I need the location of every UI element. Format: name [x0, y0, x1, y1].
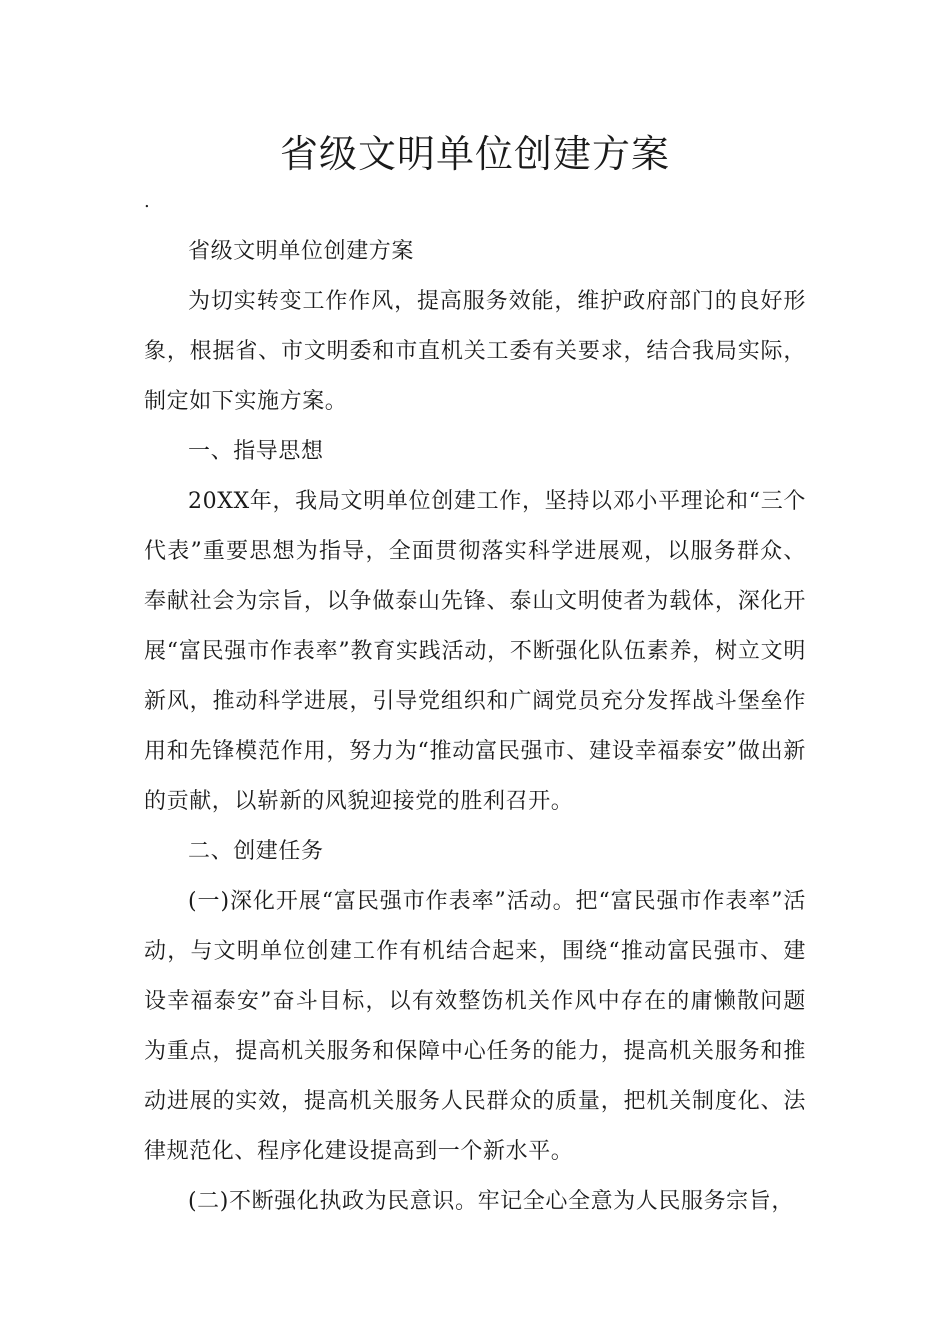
paragraph-subtitle: 省级文明单位创建方案 — [188, 239, 415, 264]
paragraph-task-1: (一)深化开展“富民强市作表率”活动。把“富民强市作表率”活动，与文明单位创建工作有机结合起来，围绕“推动富民强市、建设幸福泰安”奋斗目标，以有效整饬机关作风中存在的庸懒散问题为重点，提高机关服务和保障中心任务的能力，提高机关服务和推动进展的实效，提高机关服务人民群众的质量，把机关制度化、法律规范化、程序化建设提高到一个新水平。 — [144, 889, 806, 1164]
section-heading-tasks: 二、创建任务 — [188, 839, 324, 864]
section-heading-guiding-thought: 一、指导思想 — [188, 439, 324, 464]
document-body — [144, 227, 806, 1227]
dot-marker: . — [144, 191, 150, 212]
paragraph-intro: 为切实转变工作作风，提高服务效能，维护政府部门的良好形象，根据省、市文明委和市直机关工委有关要求，结合我局实际，制定如下实施方案。 — [144, 289, 806, 414]
document-title: 省级文明单位创建方案 — [279, 132, 670, 176]
paragraph-guiding-thought: 20XX年，我局文明单位创建工作，坚持以邓小平理论和“三个代表”重要思想为指导，全面贯彻落实科学进展观，以服务群众、奉献社会为宗旨，以争做泰山先锋、泰山文明使者为载体，深化开展“富民强市作表率”教育实践活动，不断强化队伍素养，树立文明新风，推动科学进展，引导党组织和广阔党员充分发挥战斗堡垒作用和先锋模范作用，努力为“推动富民强市、建设幸福泰安”做出新的贡献，以崭新的风貌迎接党的胜利召开。 — [144, 489, 806, 814]
paragraph-task-2: (二)不断强化执政为民意识。牢记全心全意为人民服务宗旨， — [188, 1189, 794, 1214]
